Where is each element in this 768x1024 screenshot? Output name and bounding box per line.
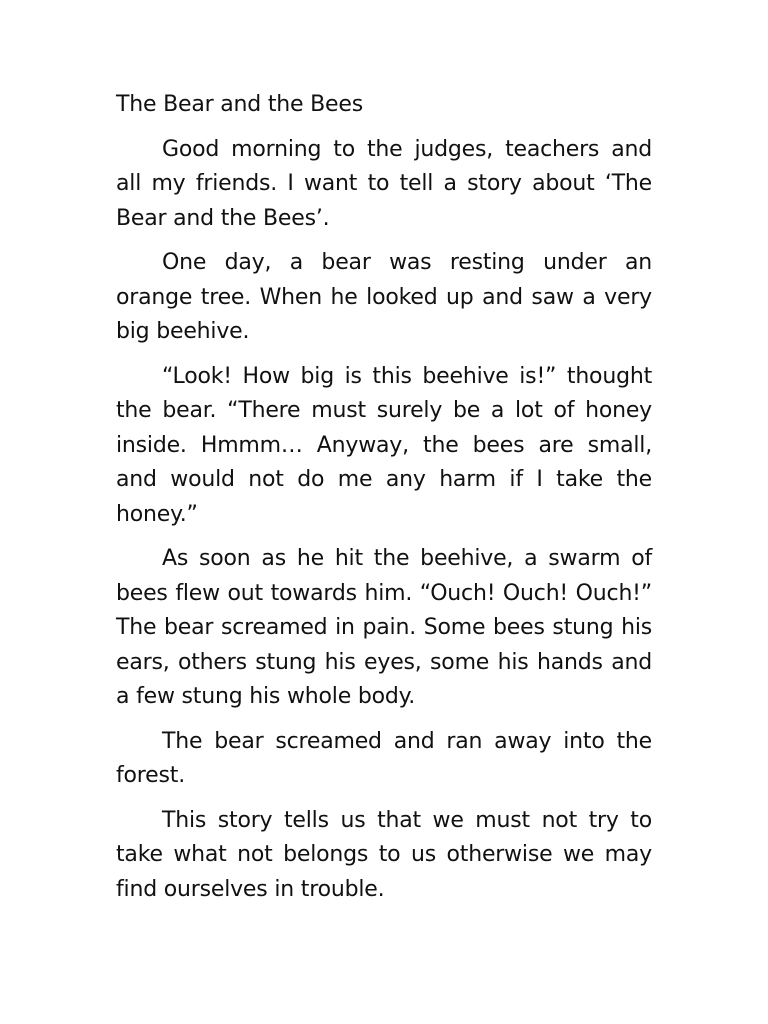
paragraph-moral: This story tells us that we must not try to take what not belongs to us otherwise we may find ourselves in trouble.: [116, 807, 652, 902]
document-page: [116, 88, 652, 907]
paragraph-bees-attack: As soon as he hit the beehive, a swarm of bees flew out towards him. “Ouch! Ouch! Ouch!” The bear screamed in pain. Some bees stung his ears, others stung his eyes, some his hands and a few stung his whole body.: [116, 546, 652, 709]
paragraph-bear-thought: “Look! How big is this beehive is!” thought the bear. “There must surely be a lot of honey inside. Hmmm… Anyway, the bees are small, and would not do me any harm if I take the honey.”: [116, 363, 652, 527]
story-title: The Bear and the Bees: [116, 92, 363, 117]
paragraph-greeting: Good morning to the judges, teachers and all my friends. I want to tell a story about ‘The Bear and the Bees’.: [116, 136, 652, 231]
paragraph-bear-runs: The bear screamed and ran away into the forest.: [116, 728, 652, 788]
paragraph-bear-resting: One day, a bear was resting under an orange tree. When he looked up and saw a very big beehive.: [116, 250, 652, 344]
